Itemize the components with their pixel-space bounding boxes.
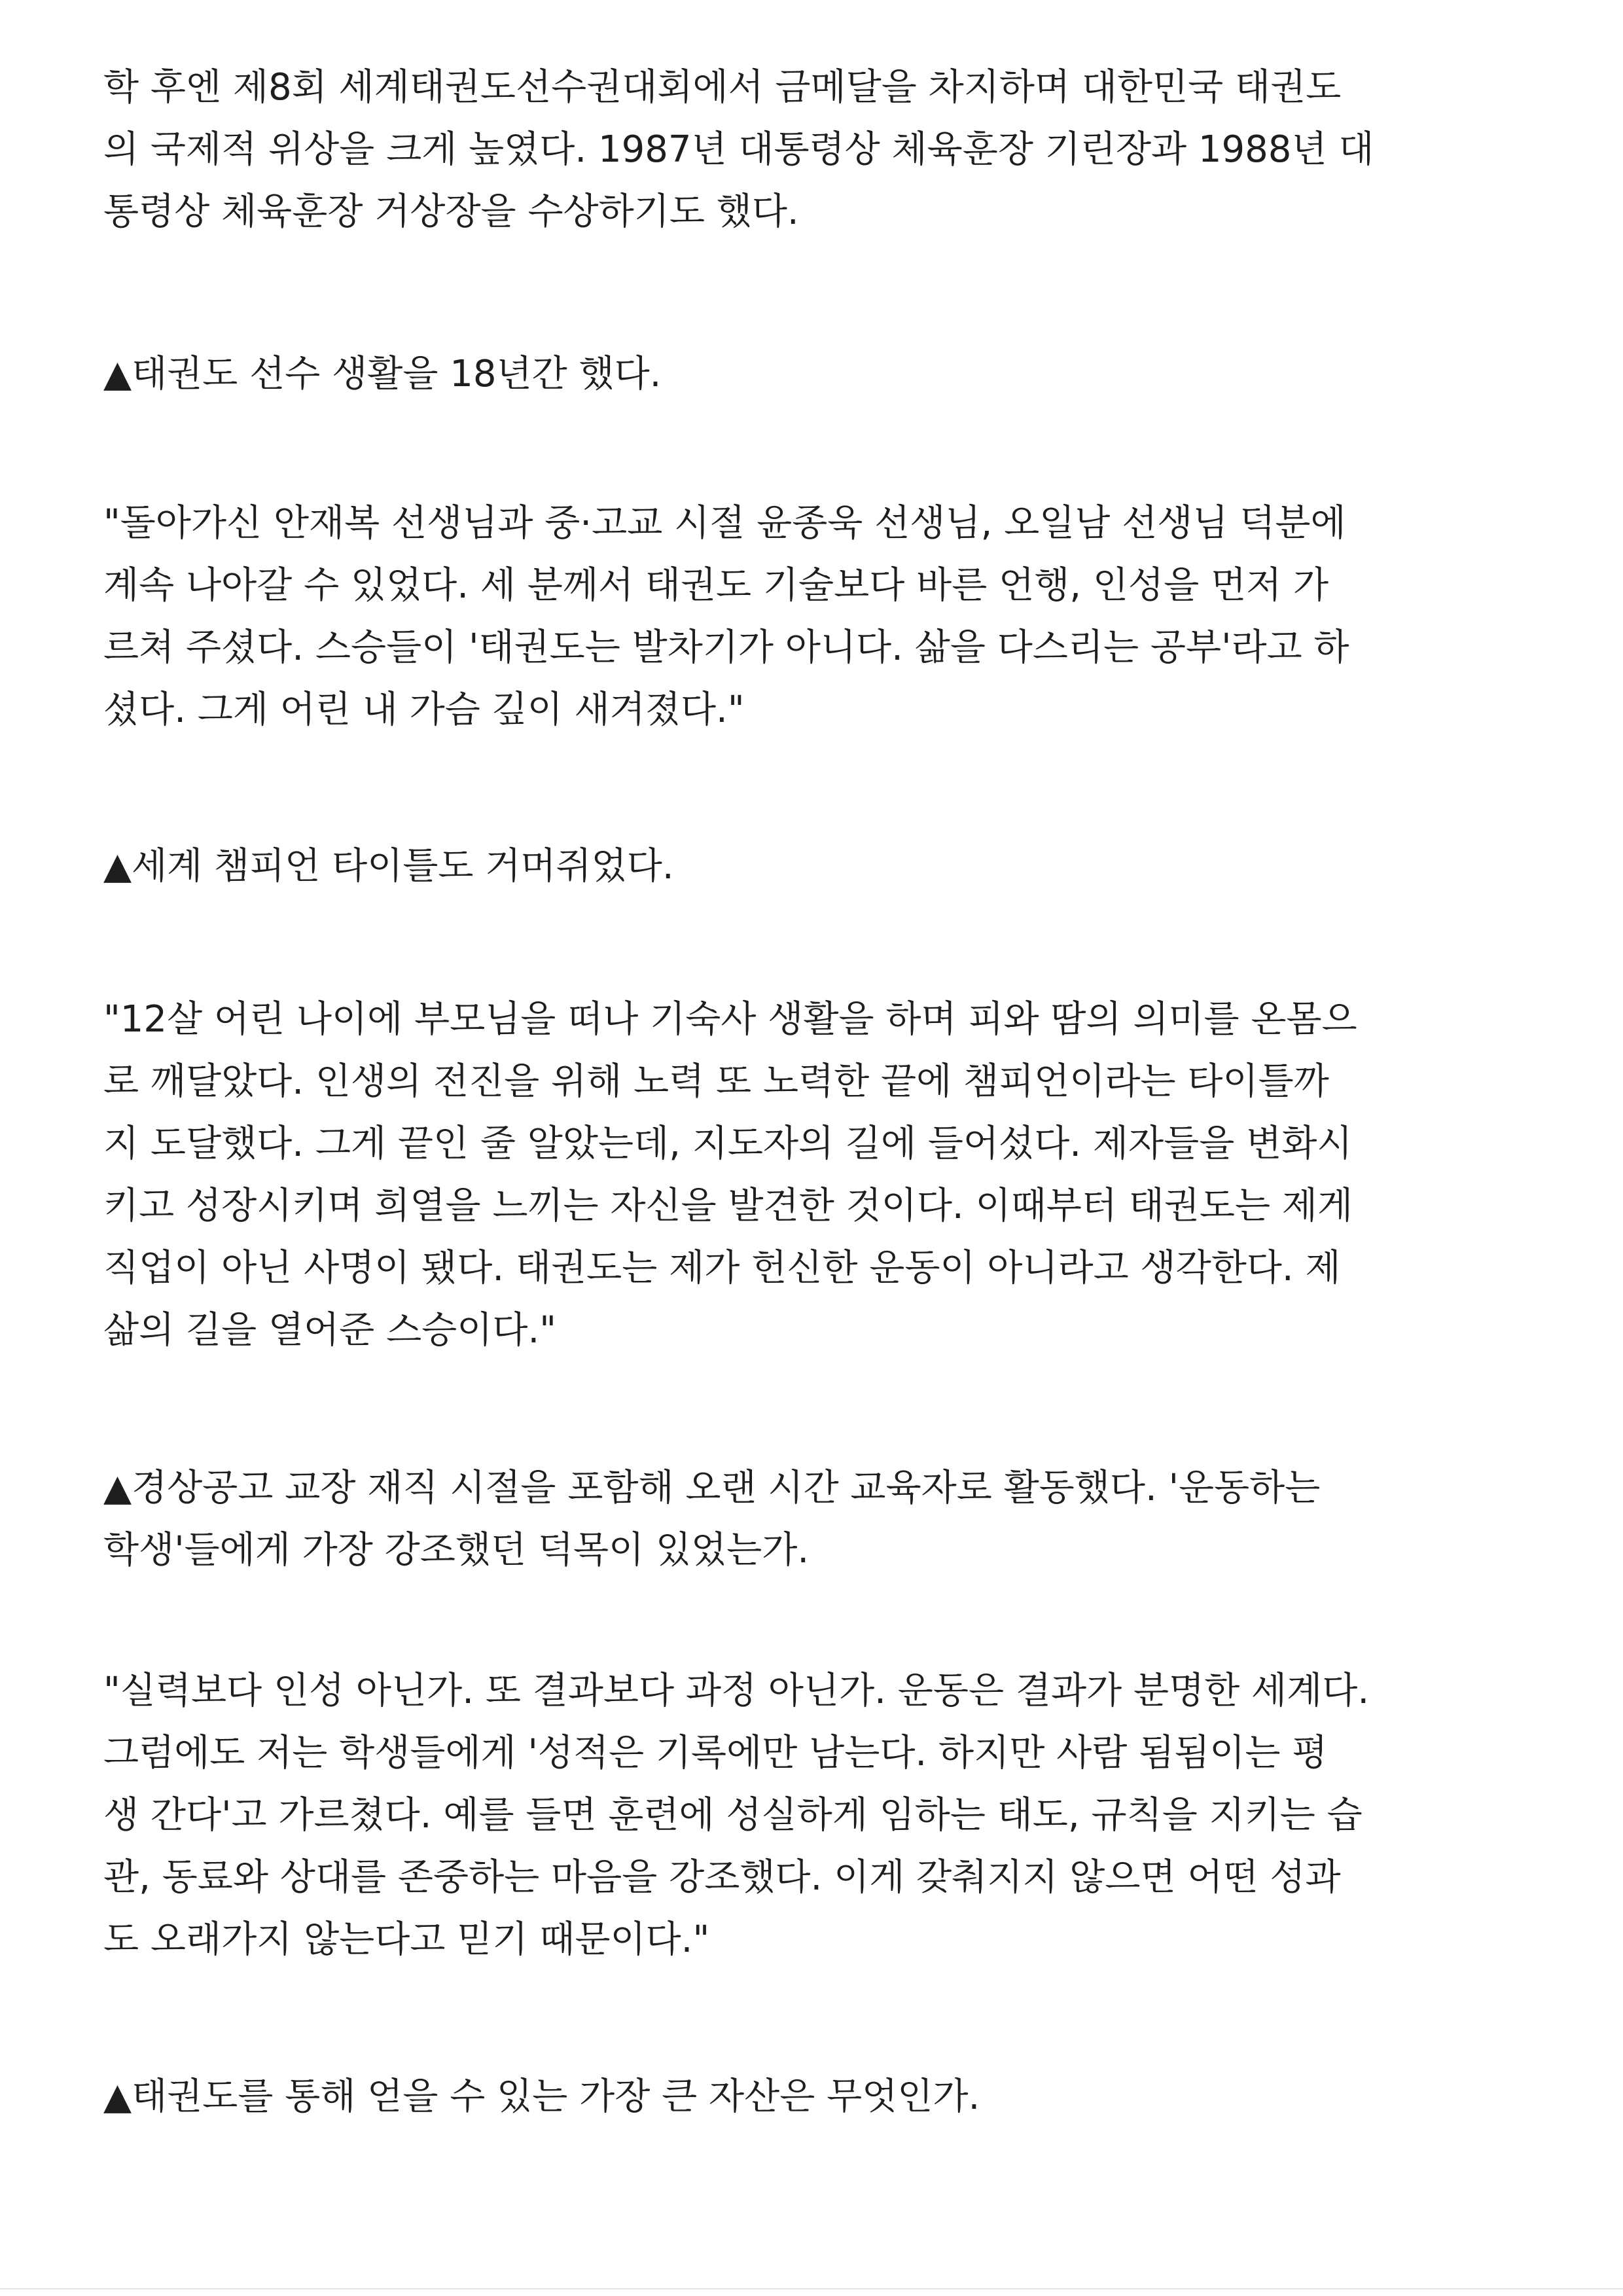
question-line: 학생'들에게 가장 강조했던 덕목이 있었는가.	[103, 1529, 810, 1571]
text-line: "실력보다 인성 아닌가. 또 결과보다 과정 아닌가. 운동은 결과가 분명한 세계다.	[103, 1670, 1370, 1712]
page-bottom-edge	[0, 2288, 1623, 2289]
text-line: "돌아가신 안재복 선생님과 중·고교 시절 윤종욱 선생님, 오일남 선생님 덕분에	[103, 502, 1346, 545]
text-line: 지 도달했다. 그게 끝인 줄 알았는데, 지도자의 길에 들어섰다. 제자들을 변화시	[103, 1122, 1353, 1165]
text-line: 학 후엔 제8회 세계태권도선수권대회에서 금메달을 차지하며 대한민국 태권도	[103, 66, 1342, 109]
text-line: 키고 성장시키며 희열을 느끼는 자신을 발견한 것이다. 이때부터 태권도는 제게	[103, 1185, 1353, 1227]
text-line: 계속 나아갈 수 있었다. 세 분께서 태권도 기술보다 바른 언행, 인성을 먼저 가	[103, 564, 1329, 607]
text-line: 삶의 길을 열어준 스승이다."	[103, 1309, 557, 1352]
text-line: 르쳐 주셨다. 스승들이 '태권도는 발차기가 아니다. 삶을 다스리는 공부'라고 하	[103, 626, 1349, 669]
text-line: 그럼에도 저는 학생들에게 '성적은 기록에만 남는다. 하지만 사람 됨됨이는 평	[103, 1732, 1328, 1774]
question-line: ▲태권도 선수 생활을 18년간 했다.	[103, 353, 662, 395]
text-line: "12살 어린 나이에 부모님을 떠나 기숙사 생활을 하며 피와 땀의 의미를 온몸으	[103, 998, 1357, 1041]
text-line: 생 간다'고 가르쳤다. 예를 들면 훈련에 성실하게 임하는 태도, 규칙을 지키는 습	[103, 1794, 1363, 1837]
text-line: 통령상 체육훈장 거상장을 수상하기도 했다.	[103, 190, 799, 233]
text-line: 셨다. 그게 어린 내 가슴 깊이 새겨졌다."	[103, 689, 745, 731]
answer-champion	[103, 988, 1524, 1361]
text-line: 의 국제적 위상을 크게 높였다. 1987년 대통령상 체육훈장 기린장과 1988년 대	[103, 128, 1374, 171]
question-career-years	[103, 343, 1524, 405]
answer-teachers	[103, 492, 1524, 741]
text-line: 도 오래가지 않는다고 믿기 때문이다."	[103, 1918, 710, 1961]
text-line: 직업이 아닌 사명이 됐다. 태권도는 제가 헌신한 운동이 아니라고 생각한다. 제	[103, 1247, 1341, 1289]
question-line: ▲세계 챔피언 타이틀도 거머쥐었다.	[103, 845, 674, 888]
question-biggest-asset	[103, 2066, 1524, 2128]
answer-character	[103, 1660, 1524, 1971]
question-line: ▲태권도를 통해 얻을 수 있는 가장 큰 자산은 무엇인가.	[103, 2075, 980, 2118]
paragraph-intro	[103, 56, 1524, 243]
text-line: 로 깨달았다. 인생의 전진을 위해 노력 또 노력한 끝에 챔피언이라는 타이틀까	[103, 1060, 1329, 1103]
question-line: ▲경상공고 교장 재직 시절을 포함해 오랜 시간 교육자로 활동했다. '운동하는	[103, 1467, 1321, 1509]
question-world-champion	[103, 835, 1524, 897]
question-educator	[103, 1457, 1524, 1581]
text-line: 관, 동료와 상대를 존중하는 마음을 강조했다. 이게 갖춰지지 않으면 어떤 성과	[103, 1856, 1341, 1899]
